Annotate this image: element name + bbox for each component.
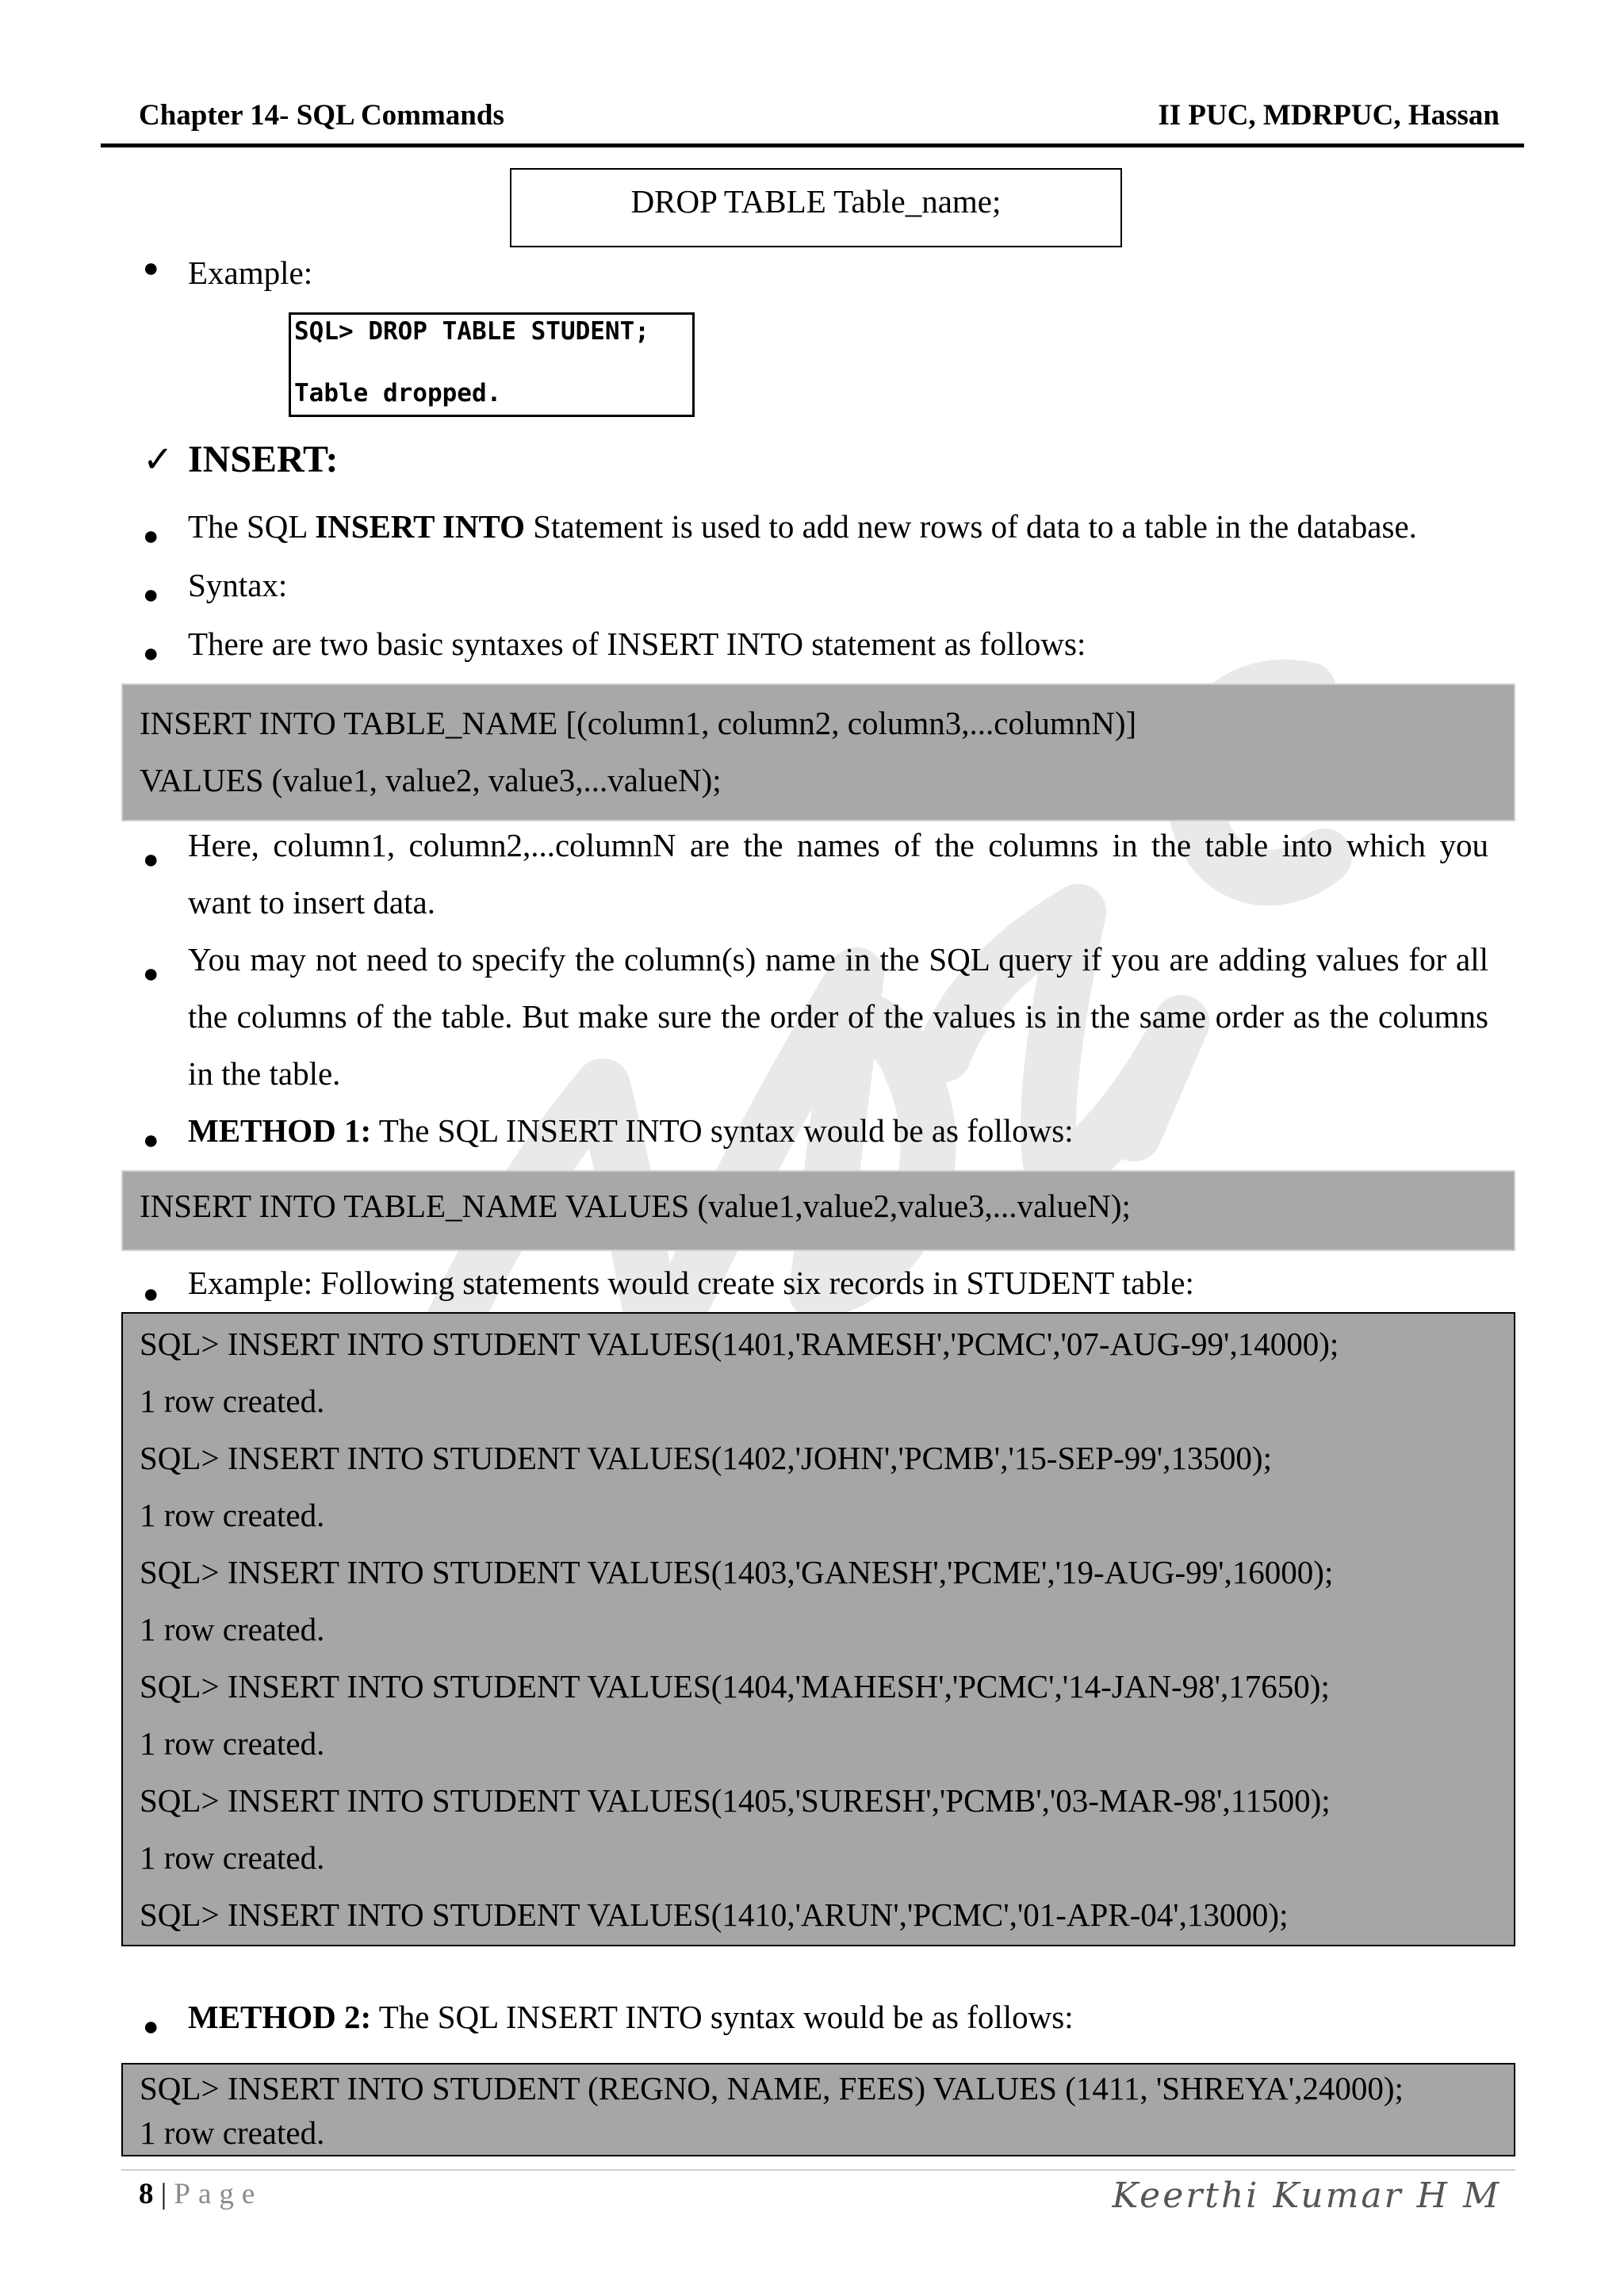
code-line: SQL> INSERT INTO STUDENT VALUES(1405,'SURESH','PCMB','03-MAR-98',11500); — [140, 1782, 1331, 1819]
code-line: SQL> INSERT INTO STUDENT VALUES(1403,'GANESH','PCME','19-AUG-99',16000); — [140, 1554, 1334, 1590]
insert-syntax-box — [121, 683, 1515, 821]
bullet-icon: ● — [143, 845, 159, 874]
bullet-icon: ● — [143, 2012, 159, 2042]
order-note-line-1: You may not need to specify the column(s) name in the SQL query if you are adding values for all — [188, 941, 1488, 978]
syntax-line-1: INSERT INTO TABLE_NAME [(column1, column2, column3,...columnN)] — [140, 705, 1137, 741]
code-line: 1 row created. — [140, 1383, 325, 1419]
method-2-code-box — [121, 2063, 1515, 2156]
code-line: 1 row created. — [140, 1497, 325, 1533]
bullet-icon: ● — [143, 522, 159, 551]
footer-rule — [121, 2169, 1515, 2171]
code-line: 1 row created. — [140, 1611, 325, 1647]
insert-into-keyword: INSERT INTO — [315, 508, 525, 545]
code-line: SQL> INSERT INTO STUDENT VALUES(1410,'ARUN','PCMC','01-APR-04',13000); — [140, 1896, 1289, 1933]
footer-page-number: 8 | Page — [139, 2178, 263, 2210]
check-icon: ✓ — [143, 439, 174, 480]
code-line: 1 row created. — [140, 1725, 325, 1762]
columns-note-line-2: want to insert data. — [188, 884, 435, 920]
drop-table-syntax-box: DROP TABLE Table_name; — [510, 168, 1122, 247]
footer-author: Keerthi Kumar H M — [1112, 2175, 1501, 2216]
code-line: SQL> INSERT INTO STUDENT VALUES(1402,'JOHN','PCMB','15-SEP-99',13500); — [140, 1440, 1272, 1476]
bullet-icon: ● — [143, 639, 159, 668]
header-chapter-title: Chapter 14- SQL Commands — [139, 99, 504, 132]
bullet-icon: ● — [143, 1126, 159, 1155]
bullet-icon: ● — [143, 580, 159, 610]
console-line-1: SQL> DROP TABLE STUDENT; — [294, 317, 649, 346]
bullet-icon: ● — [143, 959, 159, 989]
code-line: 1 row created. — [140, 2114, 325, 2151]
code-line: 1 row created. — [140, 1839, 325, 1876]
syntax-line-2: VALUES (value1, value2, value3,...valueN); — [140, 762, 722, 798]
example-six-records: Example: Following statements would create six records in STUDENT table: — [188, 1265, 1194, 1301]
method-1-syntax-box — [121, 1170, 1515, 1251]
code-line: SQL> INSERT INTO STUDENT VALUES(1401,'RAMESH','PCMC','07-AUG-99',14000); — [140, 1326, 1339, 1362]
insert-description: The SQL INSERT INTO Statement is used to add new rows of data to a table in the database. — [188, 508, 1417, 545]
columns-note-line-1: Here, column1, column2,...columnN are the names of the columns in the table into which you — [188, 827, 1488, 863]
bullet-icon: ● — [143, 254, 159, 283]
console-line-2: Table dropped. — [294, 379, 502, 408]
example-label: Example: — [188, 254, 313, 291]
method-1-syntax: INSERT INTO TABLE_NAME VALUES (value1,value2,value3,...valueN); — [140, 1188, 1131, 1224]
method-2-text: METHOD 2: The SQL INSERT INTO syntax would be as follows: — [188, 1999, 1074, 2035]
console-output-box — [289, 312, 695, 417]
method-2-code-lines — [123, 2064, 1514, 2155]
example-code-lines — [123, 1314, 1514, 1943]
example-code-box — [121, 1312, 1515, 1946]
code-line: SQL> INSERT INTO STUDENT VALUES(1404,'MAHESH','PCMC','14-JAN-98',17650); — [140, 1668, 1330, 1705]
order-note-line-2: the columns of the table. But make sure the order of the values is in the same order as the columns — [188, 998, 1488, 1035]
header-rule — [101, 144, 1524, 147]
bullet-icon: ● — [143, 1280, 159, 1309]
code-line: SQL> INSERT INTO STUDENT (REGNO, NAME, FEES) VALUES (1411, 'SHREYA',24000); — [140, 2070, 1404, 2107]
section-heading-insert: INSERT: — [188, 438, 339, 480]
two-syntaxes-text: There are two basic syntaxes of INSERT INTO statement as follows: — [188, 626, 1086, 662]
syntax-label: Syntax: — [188, 567, 288, 603]
method-1-text: METHOD 1: The SQL INSERT INTO syntax would be as follows: — [188, 1112, 1074, 1149]
header-institution: II PUC, MDRPUC, Hassan — [1158, 99, 1500, 132]
order-note-line-3: in the table. — [188, 1055, 341, 1092]
